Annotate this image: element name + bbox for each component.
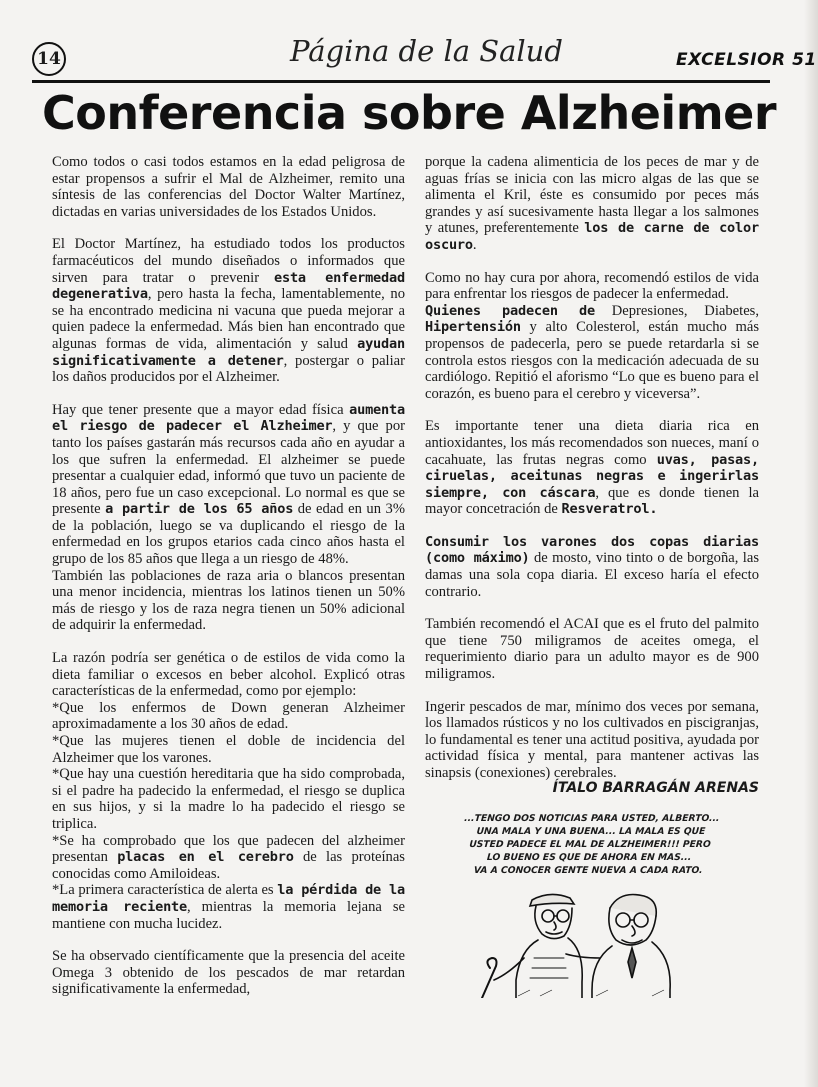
text: , pero hasta la fecha, lamentablemente, no se ha encontrado medicina ni vacuna que pueda mejorar a quien padece la enfermedad. Más bien han encontrado que algunas formas de vida, alimentación y salud	[52, 286, 405, 352]
text: *La primera característica de alerta es	[52, 882, 278, 899]
text: También las poblaciones de raza aria o blancos presentan una menor incidencia, mientras los latinos tienen un 50% más de riesgo y los de raza negra tienen un 50% adicional de adquirir la enfermedad.	[52, 567, 405, 634]
bold-text: uvas, pasas, ciruelas, aceitunas negras e ingerirlas siempre, con cáscara	[425, 451, 759, 501]
left-column	[52, 154, 405, 1014]
bold-text: Consumir los varones dos copas diarias (como máximo)	[425, 533, 759, 567]
paragraph	[425, 616, 759, 682]
cartoon-line: VA A CONOCER GENTE NUEVA A CADA RATO.	[473, 865, 703, 876]
cartoon-line: ...TENGO DOS NOTICIAS PARA USTED, ALBERTO...	[463, 813, 720, 824]
bold-text: los de carne de color oscuro	[425, 220, 759, 253]
paragraph	[425, 154, 759, 254]
text: de edad en un 3% de la población, luego se va duplicando el riesgo de la enfermedad en los grupos etarios cada cinco años hasta el grupo de los 85 años que llega a un riesgo de 48%.	[52, 501, 405, 568]
bold-text: Quienes padecen de	[425, 302, 595, 319]
text: Hay que tener presente que a mayor edad física	[52, 401, 350, 418]
text: El Doctor Martínez, ha estudiado todos los productos farmacéuticos del mundo diseñados o informados que sirven para tratar o prevenir	[52, 236, 405, 286]
bold-text: la pérdida de la memoria reciente	[52, 882, 405, 915]
text: *Que las mujeres tienen el doble de incidencia del Alzheimer que los varones.	[52, 733, 405, 766]
text: *Se ha comprobado que los que padecen del alzheimer presentan	[52, 832, 405, 866]
text: , y que por tanto los países gastarán más recursos cada año en ayudar a los que sufren la enfermedad. El alzheimer se puede presentar a cualquier edad, informó que tuvo un paciente de 18 años, pero fue un caso excepcional. Lo normal es que se presente	[52, 418, 405, 518]
bold-text: aumenta el riesgo de padecer el Alzheimer	[52, 401, 405, 435]
left-old-man-figure	[482, 894, 582, 998]
cartoon-illustration	[420, 808, 760, 998]
text: Como no hay cura por ahora, recomendó estilos de vida para enfrentar los riesgos de padecer la enfermedad.	[425, 269, 759, 303]
author-byline: ÍTALO BARRAGÁN ARENAS	[552, 779, 759, 796]
paragraph	[52, 650, 405, 700]
article-title: Conferencia sobre Alzheimer	[41, 86, 777, 140]
bold-text: Hipertensión	[425, 319, 521, 336]
text: Es importante tener una dieta diaria rica en antioxidantes, los más recomendados son nueces, maní o cacahuate, las frutas negras como	[425, 418, 759, 468]
paragraph	[52, 154, 405, 220]
list-item	[52, 882, 405, 932]
paragraph	[425, 534, 759, 600]
text: .	[472, 236, 477, 253]
list-item	[52, 733, 405, 766]
publication-brand: EXCELSIOR 51	[676, 50, 817, 70]
bold-text: esta enfermedad degenerativa	[52, 269, 405, 303]
paragraph	[52, 236, 405, 385]
cartoon-line: USTED PADECE EL MAL DE ALZHEIMER!!! PERO	[468, 839, 712, 850]
paragraph	[425, 418, 759, 518]
text: *Que hay una cuestión hereditaria que ha sido comprobada, si el padre ha padecido la enfermedad, el riesgo se duplica en sus hijos, y si la madre lo ha padecido el riesgo se triplica.	[52, 766, 405, 832]
paragraph	[425, 699, 759, 782]
bold-text: a partir de los 65 años	[105, 501, 294, 518]
text: La razón podría ser genética o de estilos de vida como la dieta familiar o excesos en beber alcohol. Explicó otras características de la enfermedad, como por ejemplo:	[52, 650, 405, 700]
paragraph	[425, 303, 759, 403]
cartoon-shading	[518, 990, 664, 996]
text: y alto Colesterol, están mucho más propensos de padecerla, pero se puede retardarla si se controla estos riesgos con la medicación adecuada de su cardiólogo. Repitió el aforismo “Lo que es bueno para el corazón, es bueno para el cerebro y viceversa”.	[425, 319, 759, 402]
bold-text: placas en el cerebro	[117, 849, 294, 866]
list-item	[52, 700, 405, 733]
paragraph	[425, 270, 759, 303]
text: También recomendó el ACAI que es el fruto del palmito que tiene 750 miligramos de aceites omega, el requerimiento diario para un adulto mayor es de 900 miligramos.	[425, 616, 759, 683]
text: porque la cadena alimenticia de los peces de mar y de aguas frías se inicia con las micro algas de las que se alimenta el Kril, éste es consumido por peces más grandes y así sucesivamente hasta llegar a los salmones y atunes, preferentemente	[425, 154, 759, 237]
bold-text: ayudan significativamente a detener	[52, 335, 405, 369]
right-column	[425, 154, 759, 796]
section-title: Página de la Salud	[290, 34, 563, 68]
text: Como todos o casi todos estamos en la edad peligrosa de estar propensos a sufrir el Mal de Alzheimer, remito una síntesis de las conferencias del Doctor Walter Martínez, dictadas en varias universidades de los Estados Unidos.	[52, 154, 405, 220]
text: , que es donde tienen la mayor concetración de	[425, 484, 759, 518]
text: de las proteínas conocidas como Amiloideas.	[52, 849, 405, 882]
header-rule	[32, 80, 770, 83]
text: *Que los enfermos de Down generan Alzheimer aproximadamente a los 30 años de edad.	[52, 699, 405, 733]
text: Depresiones, Diabetes,	[594, 302, 759, 319]
text: , mientras la memoria lejana se mantiene con mucha lucidez.	[52, 898, 405, 932]
paragraph	[52, 948, 405, 998]
cartoon-line: UNA MALA Y UNA BUENA... LA MALA ES QUE	[476, 826, 706, 837]
paragraph	[52, 402, 405, 568]
text: Ingerir pescados de mar, mínimo dos veces por semana, los llamados rústicos y no los cultivados en piscigranjas, lo fundamental es tener una actitud positiva, ayudada por actividad física y mental, para mantener activas las sinapsis (conexiones) cerebrales.	[425, 698, 759, 781]
list-item	[52, 766, 405, 832]
bold-text: Resveratrol.	[561, 501, 658, 518]
text: Se ha observado científicamente que la presencia del aceite Omega 3 obtenido de los pescados de mar retardan significativamente la enfermedad,	[52, 948, 405, 998]
text: de mosto, vino tinto o de borgoña, las damas una sola copa diaria. El exceso haría el efecto contrario.	[425, 550, 760, 600]
text: , postergar o paliar los daños producidos por el Alzheimer.	[52, 352, 405, 386]
page-edge	[804, 0, 818, 1087]
cartoon-line: LO BUENO ES QUE DE AHORA EN MAS...	[486, 852, 692, 863]
page-number: 14	[32, 42, 66, 76]
paragraph	[52, 568, 405, 634]
list-item	[52, 833, 405, 883]
